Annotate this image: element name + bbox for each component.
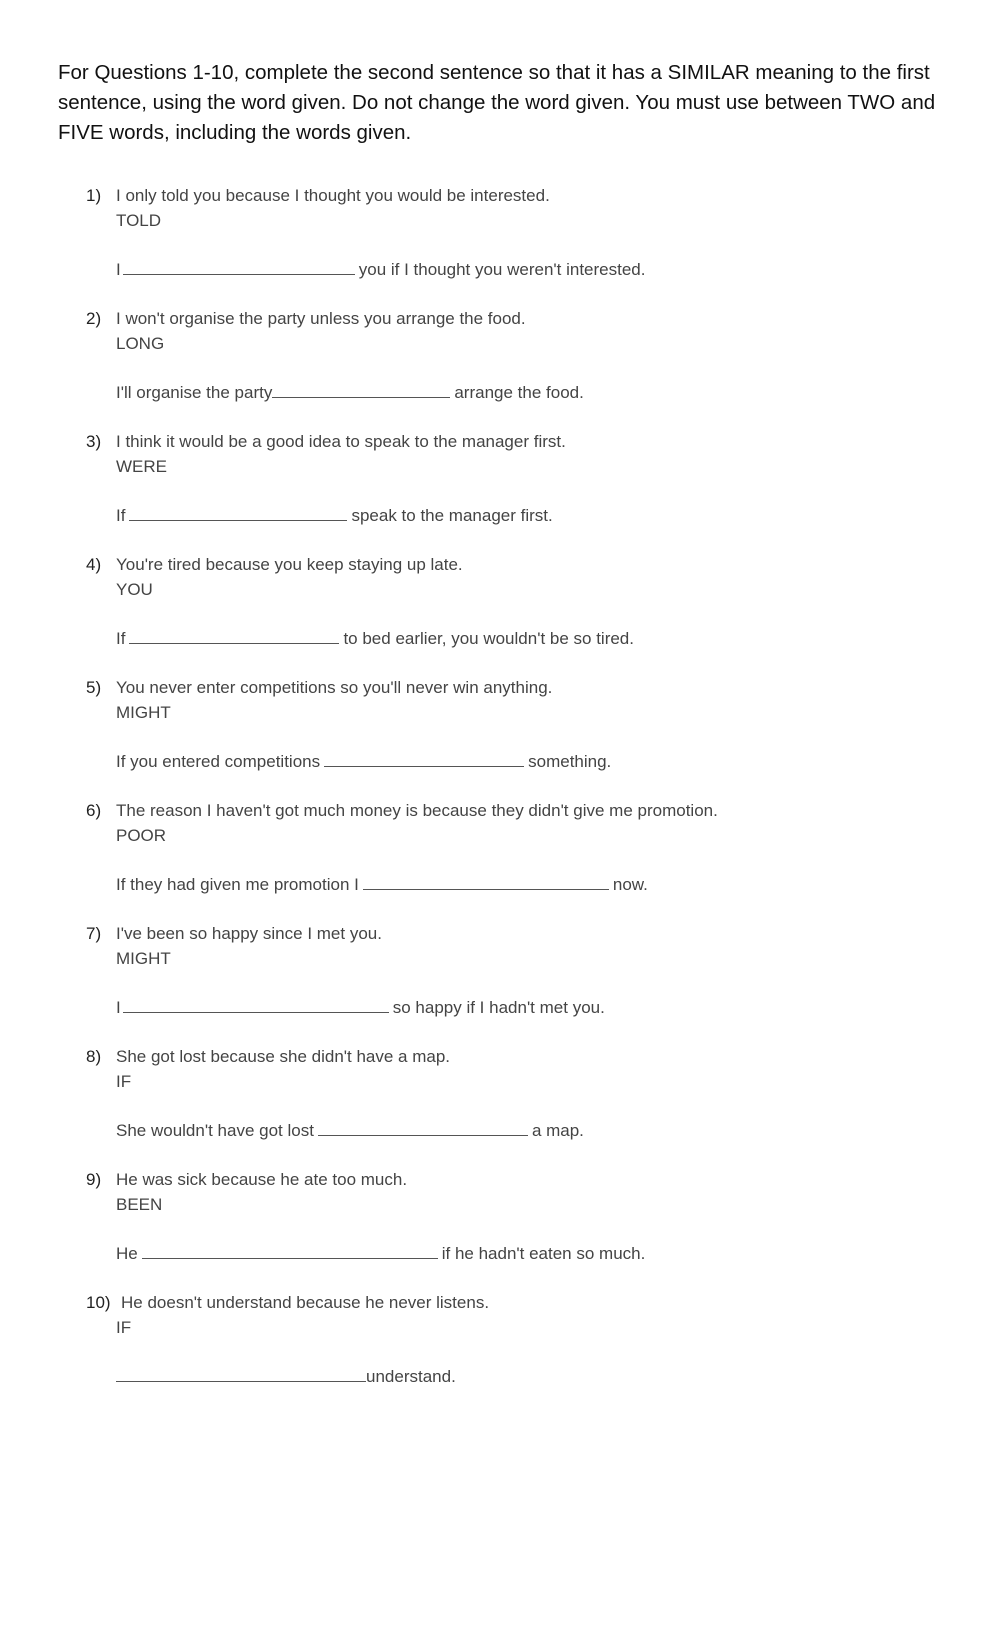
question-sentence: I won't organise the party unless you arrange the food. [116, 309, 526, 328]
question-10 [86, 1290, 946, 1389]
keyword: LONG [116, 334, 165, 353]
keyword: YOU [116, 580, 153, 599]
answer-blank[interactable] [123, 258, 355, 275]
question-1 [86, 183, 946, 282]
question-number: 5) [86, 678, 102, 697]
question-4 [86, 552, 946, 651]
question-9 [86, 1167, 946, 1266]
answer-blank[interactable] [123, 996, 389, 1013]
sentence-end: to bed earlier, you wouldn't be so tired. [343, 629, 634, 648]
answer-sentence [116, 503, 946, 528]
answer-blank[interactable] [116, 1365, 366, 1382]
question-6 [86, 798, 946, 897]
sentence-end: now. [612, 875, 648, 894]
answer-blank[interactable] [324, 750, 524, 767]
question-number: 6) [86, 801, 102, 820]
question-5 [86, 675, 946, 774]
sentence-end: arrange the food. [454, 383, 584, 402]
sentence-end: speak to the manager first. [351, 506, 553, 525]
keyword: POOR [116, 826, 167, 845]
answer-blank[interactable] [272, 381, 450, 398]
sentence-start: I [116, 260, 121, 279]
answer-sentence [116, 626, 946, 651]
question-8 [86, 1044, 946, 1143]
sentence-end: understand. [366, 1367, 456, 1386]
keyword: BEEN [116, 1195, 163, 1214]
question-sentence: You're tired because you keep staying up late. [116, 555, 463, 574]
question-number: 2) [86, 309, 102, 328]
question-number: 4) [86, 555, 102, 574]
question-sentence: I only told you because I thought you would be interested. [116, 186, 550, 205]
answer-blank[interactable] [363, 873, 609, 890]
keyword: MIGHT [116, 949, 171, 968]
sentence-start: If [116, 506, 126, 525]
sentence-end: you if I thought you weren't interested. [358, 260, 646, 279]
question-3 [86, 429, 946, 528]
question-number: 9) [86, 1170, 102, 1189]
answer-sentence [116, 872, 946, 897]
question-2 [86, 306, 946, 405]
sentence-start: He [116, 1244, 138, 1263]
answer-sentence [116, 995, 946, 1020]
question-sentence: He was sick because he ate too much. [116, 1170, 408, 1189]
question-7 [86, 921, 946, 1020]
sentence-start: If [116, 629, 126, 648]
sentence-start: If you entered competitions [116, 752, 321, 771]
keyword: IF [116, 1072, 132, 1091]
keyword: MIGHT [116, 703, 171, 722]
question-number: 8) [86, 1047, 102, 1066]
keyword: TOLD [116, 211, 162, 230]
answer-sentence [116, 749, 946, 774]
answer-sentence [116, 380, 946, 405]
answer-blank[interactable] [129, 627, 339, 644]
keyword: WERE [116, 457, 167, 476]
answer-blank[interactable] [129, 504, 347, 521]
answer-sentence [116, 1118, 946, 1143]
answer-sentence [116, 1241, 946, 1266]
question-sentence: I think it would be a good idea to speak to the manager first. [116, 432, 566, 451]
question-sentence: The reason I haven't got much money is because they didn't give me promotion. [116, 801, 718, 820]
sentence-start: I [116, 998, 121, 1017]
answer-sentence [116, 257, 946, 282]
keyword: IF [116, 1318, 132, 1337]
question-sentence: You never enter competitions so you'll never win anything. [116, 678, 553, 697]
sentence-start: I'll organise the party [116, 383, 273, 402]
answer-blank[interactable] [318, 1119, 528, 1136]
sentence-end: a map. [531, 1121, 584, 1140]
sentence-end: something. [528, 752, 612, 771]
question-number: 1) [86, 186, 102, 205]
sentence-start: If they had given me promotion I [116, 875, 359, 894]
sentence-end: so happy if I hadn't met you. [392, 998, 605, 1017]
question-sentence: He doesn't understand because he never listens. [121, 1293, 490, 1312]
answer-sentence [116, 1364, 946, 1389]
question-sentence: She got lost because she didn't have a map. [116, 1047, 451, 1066]
sentence-end: if he hadn't eaten so much. [441, 1244, 646, 1263]
question-number: 7) [86, 924, 102, 943]
question-sentence: I've been so happy since I met you. [116, 924, 382, 943]
question-number: 10) [86, 1293, 111, 1312]
question-number: 3) [86, 432, 102, 451]
instructions: For Questions 1-10, complete the second sentence so that it has a SIMILAR meaning to the first sentence, using the word given. Do not change the word given. You must use between TWO and FIVE words, including the words given. [58, 61, 936, 144]
answer-blank[interactable] [142, 1242, 438, 1259]
sentence-start: She wouldn't have got lost [116, 1121, 314, 1140]
